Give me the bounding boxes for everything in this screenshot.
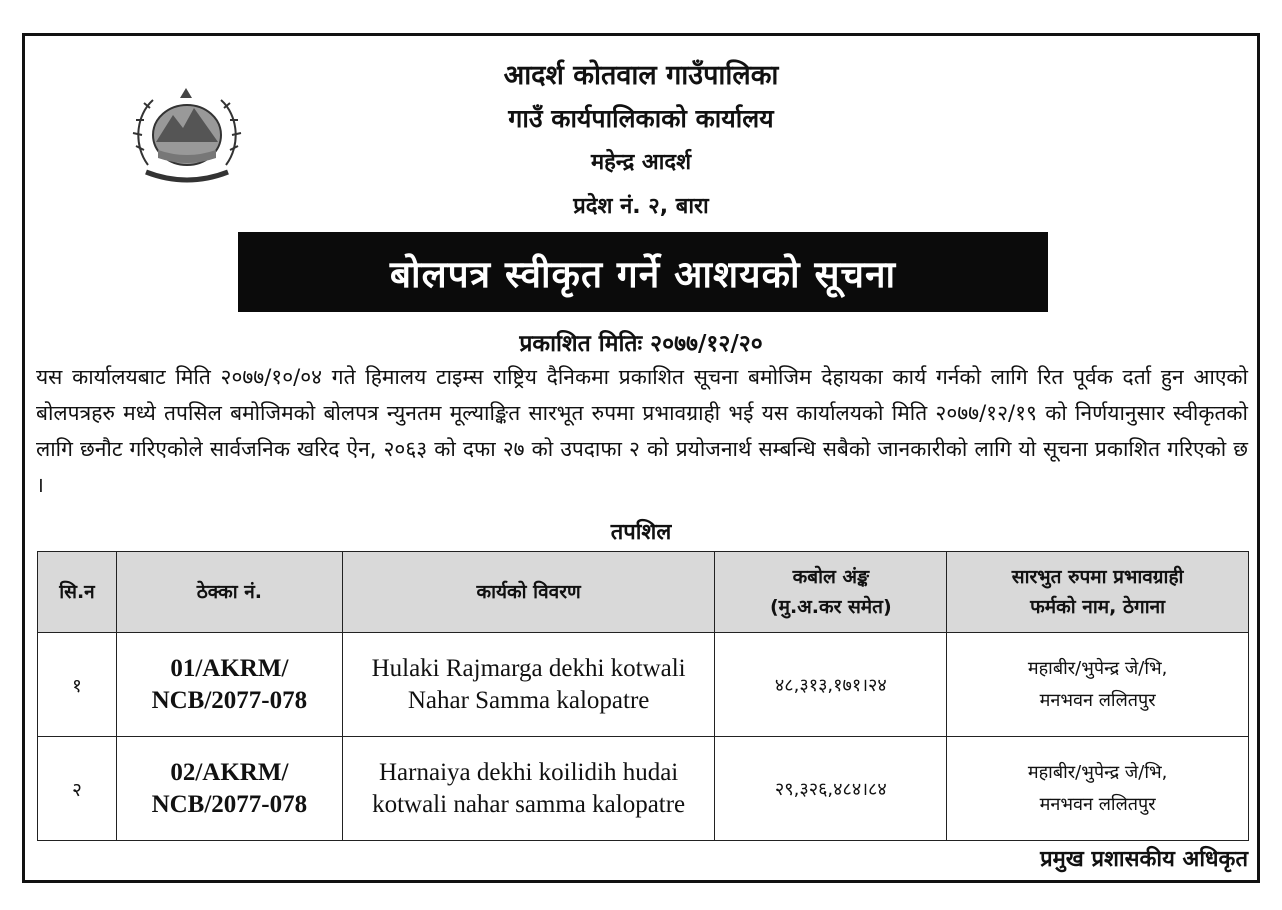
office-location: महेन्द्र आदर्श <box>590 150 692 175</box>
province-district: प्रदेश नं. २, बारा <box>573 194 709 219</box>
contract-no-line2: NCB/2077-078 <box>151 686 308 714</box>
col-header-bid-amount-line2: (मु.अ.कर समेत) <box>769 596 892 618</box>
signatory-title: प्रमुख प्रशासकीय अधिकृत <box>1040 847 1248 872</box>
firm-address: मनभवन ललितपुर <box>1039 689 1156 711</box>
firm-name: महाबीर/भुपेन्द्र जे/भि, <box>1027 761 1168 783</box>
col-header-firm-line1: सारभुत रुपमा प्रभावग्राही <box>1011 566 1184 588</box>
contract-no-line2: NCB/2077-078 <box>151 790 308 818</box>
notice-body: यस कार्यालयबाट मिति २०७७/१०/०४ गते हिमालय टाइम्स राष्ट्रिय दैनिकमा प्रकाशित सूचना बमोजिम देहायका कार्य गर्नको लागि रित पूर्वक दर्ता हुन आएको बोलपत्रहरु मध्ये तपसिल बमोजिमको बोलपत्र न्युनतम मूल्याङ्कित सारभूत रुपमा प्रभावग्राही भई यस कार्यालयको मिति २०७७/१२/१९ को निर्णयानुसार स्वीकृतको लागि छनौट गरिएकोले सार्वजनिक खरिद ऐन, २०६३ को दफा २७ को उपदाफा २ को प्रयोजनार्थ सम्बन्धि सबैको जानकारीको लागि यो सूचना प्रकाशित गरिएको छ । <box>36 365 1248 497</box>
cell-firm <box>947 633 1249 737</box>
firm-address: मनभवन ललितपुर <box>1039 793 1156 815</box>
description-line2: Nahar Samma kalopatre <box>407 686 650 714</box>
description-line1: Harnaiya dekhi koilidih hudai <box>379 758 679 786</box>
notice-title: बोलपत्र स्वीकृत गर्ने आशयको सूचना <box>389 252 897 296</box>
cell-bid-amount: ४८,३१३,१७१।२४ <box>715 633 947 737</box>
cell-contract-no <box>116 633 342 737</box>
col-header-firm-line2: फर्मको नाम, ठेगाना <box>1030 596 1166 618</box>
schedule-heading: तपशिल <box>610 520 672 545</box>
description-line2: kotwali nahar samma kalopatre <box>372 790 686 818</box>
contract-no-line1: 01/AKRM/ <box>170 654 289 682</box>
table-row <box>38 633 1249 737</box>
municipality-name: आदर्श कोतवाल गाउँपालिका <box>503 60 779 91</box>
table-header-row <box>38 552 1249 633</box>
cell-sn: १ <box>38 633 117 737</box>
cell-firm <box>947 737 1249 841</box>
cell-description <box>342 737 715 841</box>
published-date: प्रकाशित मितिः २०७७/१२/२० <box>519 331 763 357</box>
award-table <box>37 551 1249 841</box>
col-header-bid-amount-line1: कबोल अंङ्क <box>792 566 870 588</box>
contract-no-line1: 02/AKRM/ <box>170 758 289 786</box>
notice-title-banner <box>238 232 1048 312</box>
cell-bid-amount: २९,३२६,४८४।८४ <box>715 737 947 841</box>
cell-description <box>342 633 715 737</box>
table-row <box>38 737 1249 841</box>
cell-sn: २ <box>38 737 117 841</box>
description-line1: Hulaki Rajmarga dekhi kotwali <box>371 654 686 682</box>
col-header-sn: सि.न <box>38 552 117 633</box>
cell-contract-no <box>116 737 342 841</box>
col-header-bid-amount <box>715 552 947 633</box>
firm-name: महाबीर/भुपेन्द्र जे/भि, <box>1027 657 1168 679</box>
office-name: गाउँ कार्यपालिकाको कार्यालय <box>508 104 774 133</box>
col-header-contract-no: ठेक्का नं. <box>116 552 342 633</box>
col-header-description: कार्यको विवरण <box>342 552 715 633</box>
col-header-firm <box>947 552 1249 633</box>
